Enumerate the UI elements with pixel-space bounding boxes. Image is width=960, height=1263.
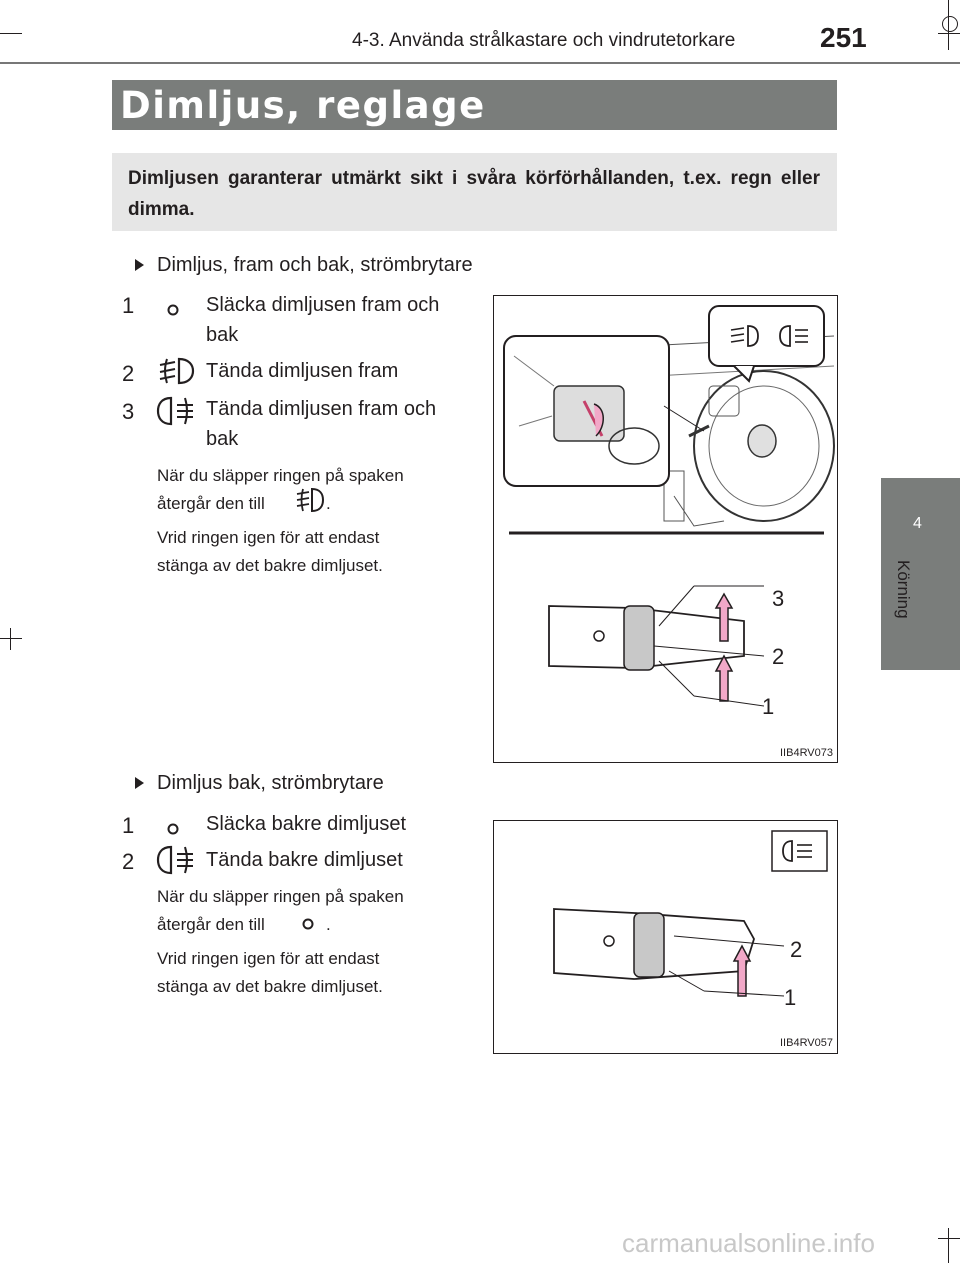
section1-heading: Dimljus, fram och bak, strömbrytare xyxy=(157,254,473,276)
side-tab-label: Körning xyxy=(894,560,913,619)
note-text: Vrid ringen igen för att endast xyxy=(157,949,380,968)
header-divider xyxy=(0,62,960,64)
note-text: stänga av det bakre dimljuset. xyxy=(157,977,383,996)
item-number: 3 xyxy=(122,399,135,424)
crop-mark xyxy=(0,33,22,34)
section2-heading: Dimljus bak, strömbrytare xyxy=(157,772,384,794)
crop-mark xyxy=(938,33,960,34)
bullet-arrow-icon xyxy=(135,777,144,789)
crop-mark xyxy=(938,1238,960,1239)
note-text: återgår den till xyxy=(157,915,265,934)
callout-number: 1 xyxy=(762,694,775,719)
note-text: Vrid ringen igen för att endast xyxy=(157,528,380,547)
side-tab-label-wrap xyxy=(893,560,933,660)
bullet-arrow-icon xyxy=(135,259,144,271)
note-text: återgår den till xyxy=(157,494,265,513)
item-text: Tända bakre dimljuset xyxy=(206,849,403,871)
item-text: Släcka dimljusen fram och xyxy=(206,294,440,316)
registration-mark xyxy=(942,16,958,32)
figure-id: IIB4RV073 xyxy=(780,747,834,759)
callout-number: 1 xyxy=(784,985,797,1010)
item-text: Släcka bakre dimljuset xyxy=(206,813,407,835)
item-number: 1 xyxy=(122,813,135,838)
off-circle-icon xyxy=(166,303,180,317)
item-text: bak xyxy=(206,324,239,346)
front-fog-icon xyxy=(155,355,197,387)
item-text: Tända dimljusen fram och xyxy=(206,398,437,420)
item-number: 1 xyxy=(122,293,135,318)
front-fog-icon xyxy=(294,486,326,514)
note-text: När du släpper ringen på spaken xyxy=(157,466,404,485)
note-text: . xyxy=(326,915,331,934)
callout-number: 2 xyxy=(772,644,785,669)
crop-mark xyxy=(948,1228,949,1263)
item-text: bak xyxy=(206,428,239,450)
rear-fog-icon xyxy=(155,394,197,428)
note-text: . xyxy=(326,494,331,513)
watermark: carmanualsonline.info xyxy=(622,1228,875,1258)
off-circle-icon xyxy=(166,822,180,836)
figure-fog-switch xyxy=(493,295,838,763)
callout-number: 2 xyxy=(790,937,803,962)
crop-mark xyxy=(0,638,22,639)
intro-text: Dimljusen garanterar utmärkt sikt i svåra körförhållanden, t.ex. regn eller dimma. xyxy=(128,168,820,220)
page-number: 251 xyxy=(820,22,867,53)
figure-illustration xyxy=(494,821,837,1053)
callout-number: 3 xyxy=(772,586,785,611)
note-text: När du släpper ringen på spaken xyxy=(157,887,404,906)
item-number: 2 xyxy=(122,361,135,386)
chapter-title: 4-3. Använda strålkastare och vindrutetorkare xyxy=(352,30,736,51)
rear-fog-icon xyxy=(155,843,197,877)
page-title: Dimljus, reglage xyxy=(120,84,486,127)
crop-mark xyxy=(10,628,11,650)
off-circle-icon xyxy=(301,917,315,931)
figure-illustration xyxy=(494,296,837,762)
figure-id: IIB4RV057 xyxy=(780,1037,834,1049)
note-text: stänga av det bakre dimljuset. xyxy=(157,556,383,575)
item-number: 2 xyxy=(122,849,135,874)
item-text: Tända dimljusen fram xyxy=(206,360,399,382)
figure-rear-fog-switch xyxy=(493,820,838,1054)
side-tab-number: 4 xyxy=(913,515,922,532)
